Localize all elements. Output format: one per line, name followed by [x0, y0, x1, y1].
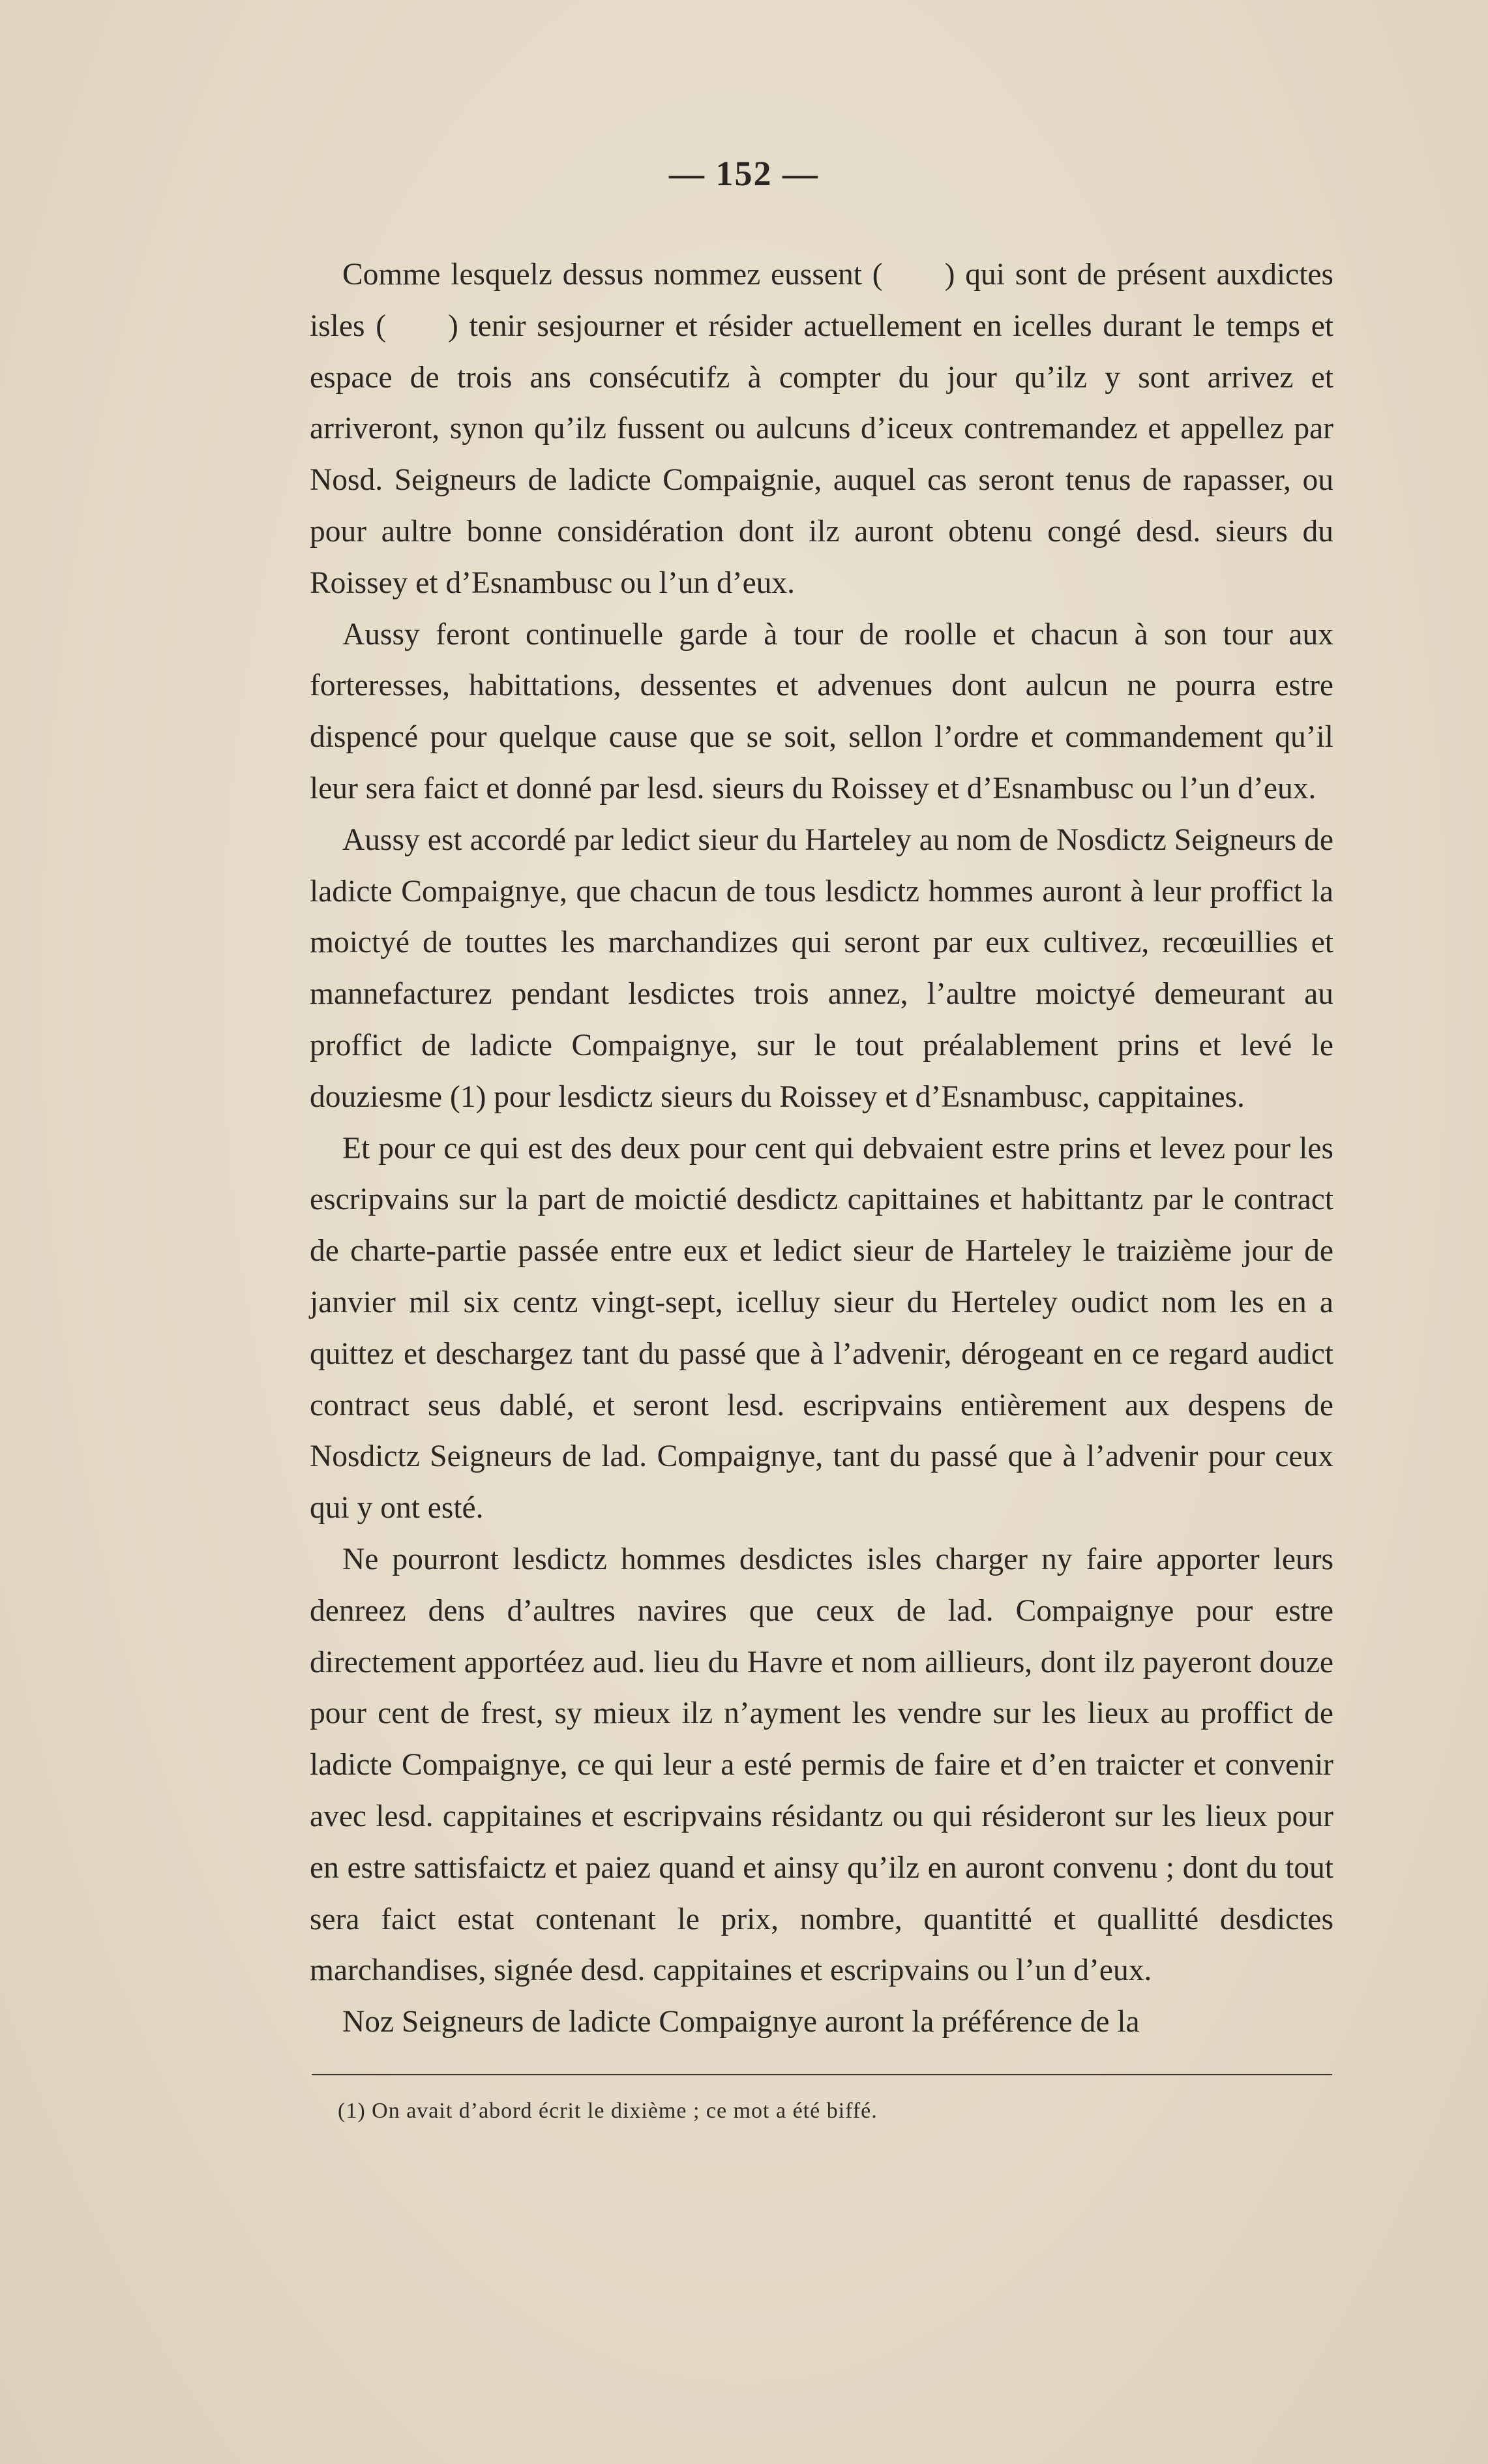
- paragraph-5: Ne pourront lesdictz hommes desdictes isles charger ny faire apporter leurs denreez dens d’aultres navires que ceux de lad. Compaignye pour estre directement apportéez aud. lieu du Havre et nom aillieurs, dont ilz payeront douze pour cent de frest, sy mieux ilz n’ayment les vendre sur les lieux au proffict de ladicte Compaignye, ce qui leur a esté permis de faire et d’en traicter et convenir avec lesd. cappitaines et escripvains résidantz ou qui résideront sur les lieux pour en estre sattisfaictz et paiez quand et ainsy qu’ilz en auront convenu ; dont du tout sera faict estat contenant le prix, nombre, quantitté et quallitté desdictes marchandises, signée desd. cappitaines et escripvains ou l’un d’eux.: [310, 1542, 1333, 1988]
- body-text: [310, 249, 1333, 2048]
- paragraph-4: Et pour ce qui est des deux pour cent qui debvaient estre prins et levez pour les escripvains sur la part de moictié desdictz capittaines et habittantz par le contract de charte-partie passée entre eux et ledict sieur de Harteley le traizième jour de janvier mil six centz vingt-sept, icelluy sieur du Herteley oudict nom les en a quittez et deschargez tant du passé que à l’advenir, dérogeant en ce regard audict contract seus dablé, et seront lesd. escripvains entièrement aux despens de Nosdictz Seigneurs de lad. Compaignye, tant du passé que à l’advenir pour ceux qui y ont esté.: [310, 1131, 1333, 1525]
- paragraph-6: Noz Seigneurs de ladicte Compaignye auront la préférence de la: [342, 2005, 1140, 2039]
- paragraph-3: Aussy est accordé par ledict sieur du Harteley au nom de Nosdictz Seigneurs de ladicte Compaignye, que chacun de tous lesdictz hommes auront à leur proffict la moictyé de touttes les marchandizes qui seront par eux cultivez, recœuillies et mannefacturez pendant lesdictes trois annez, l’aultre moictyé demeurant au proffict de ladicte Compaignye, sur le tout préalablement prins et levé le douziesme (1) pour lesdictz sieurs du Roissey et d’Esnambusc, cappitaines.: [310, 822, 1333, 1114]
- page-number: — 152 —: [669, 154, 819, 193]
- paragraph-2: Aussy feront continuelle garde à tour de roolle et chacun à son tour aux forteresses, habittations, dessentes et advenues dont aulcun ne pourra estre dispencé pour quelque cause que se soit, sellon l’ordre et commandement qu’il leur sera faict et donné par lesd. sieurs du Roissey et d’Esnambusc ou l’un d’eux.: [310, 617, 1333, 805]
- footnote-divider: [312, 2074, 1332, 2075]
- footnote: (1) On avait d’abord écrit le dixième ; ce mot a été biffé.: [338, 2099, 878, 2123]
- paragraph-1: Comme lesquelz dessus nommez eussent ( ) qui sont de présent auxdictes isles ( ) tenir sesjourner et résider actuellement en icelles durant le temps et espace de trois ans consécutifz à compter du jour qu’ilz y sont arrivez et arriveront, synon qu’ilz fussent ou aulcuns d’iceux contremandez et appellez par Nosd. Seigneurs de ladicte Compaignie, auquel cas seront tenus de rapasser, ou pour aultre bonne considération dont ilz auront obtenu congé desd. sieurs du Roissey et d’Esnambusc ou l’un d’eux.: [310, 258, 1333, 600]
